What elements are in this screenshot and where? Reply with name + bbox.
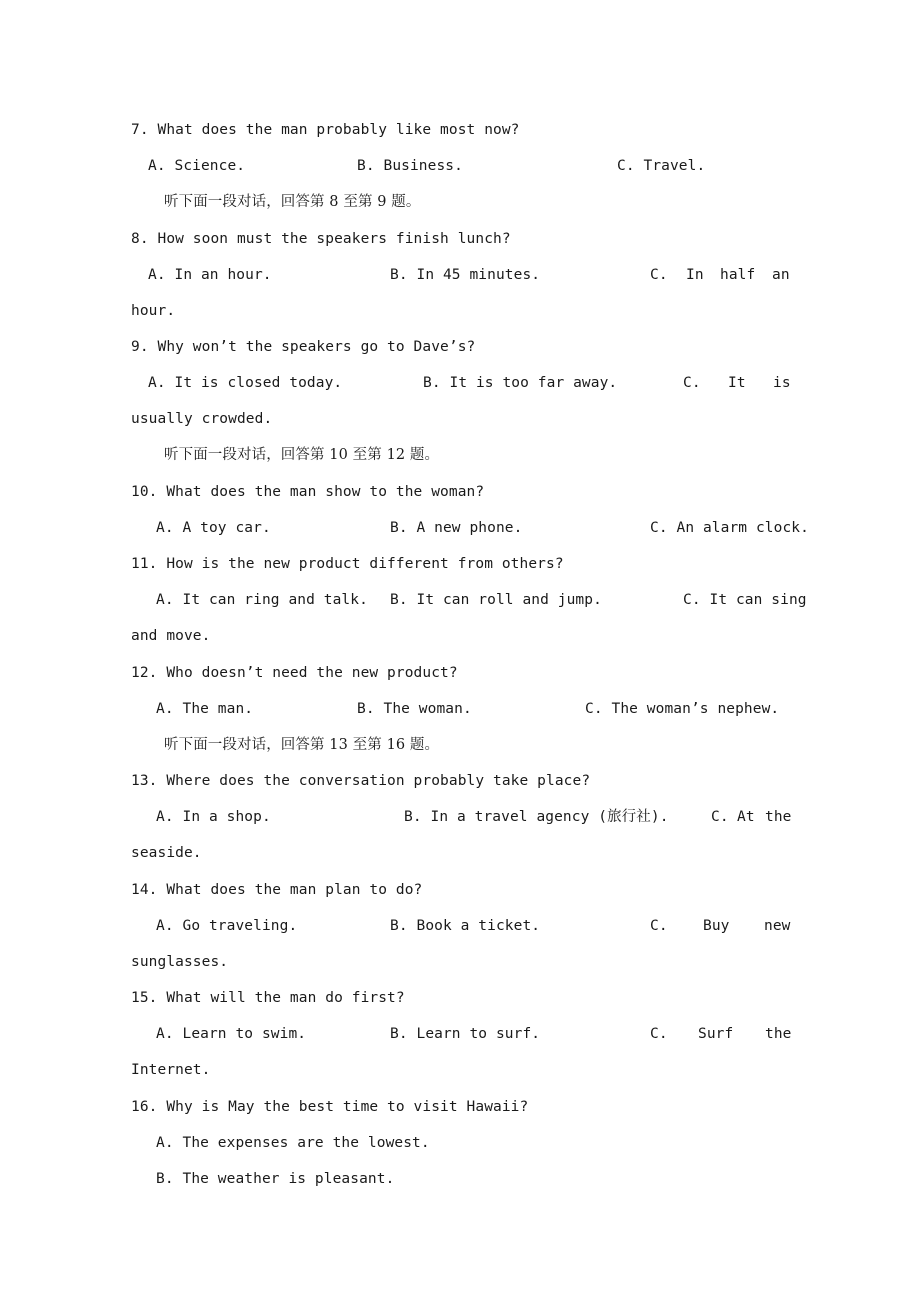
- option-c-label: C.: [650, 1026, 668, 1042]
- option-c-word: is: [773, 375, 791, 391]
- option-c-continuation: seaside.: [131, 845, 202, 861]
- option-b: B. In a travel agency (旅行社).: [404, 809, 669, 825]
- option-a: A. In a shop.: [156, 809, 271, 825]
- option-c-continuation: hour.: [131, 303, 176, 319]
- option-a: A. Go traveling.: [156, 918, 298, 934]
- option-c: C. An alarm clock.: [650, 520, 809, 536]
- question-11: 11. How is the new product different from others?: [131, 556, 564, 572]
- option-b: B. Business.: [357, 158, 463, 174]
- option-c-continuation: and move.: [131, 628, 211, 644]
- option-a: A. The expenses are the lowest.: [156, 1135, 430, 1151]
- option-c-word: In: [686, 267, 704, 283]
- option-a: A. The man.: [156, 701, 254, 717]
- option-c-word: Surf: [698, 1026, 734, 1042]
- option-c-label: C.: [650, 918, 668, 934]
- question-12: 12. Who doesn’t need the new product?: [131, 665, 458, 681]
- section-instruction: 听下面一段对话，回答第 8 至第 9 题。: [164, 194, 421, 210]
- option-a: A. It can ring and talk.: [156, 592, 368, 608]
- option-c-word: an: [772, 267, 790, 283]
- option-c-word: the: [765, 809, 792, 825]
- option-b: B. It can roll and jump.: [390, 592, 602, 608]
- option-c-word: the: [765, 1026, 792, 1042]
- option-c-label: C.: [650, 267, 668, 283]
- option-b: B. The woman.: [357, 701, 472, 717]
- option-c-continuation: Internet.: [131, 1062, 211, 1078]
- option-b: B. Book a ticket.: [390, 918, 541, 934]
- section-instruction: 听下面一段对话，回答第 10 至第 12 题。: [164, 447, 440, 463]
- option-c: C. Travel.: [617, 158, 706, 174]
- question-15-options: [0, 1024, 920, 1164]
- question-9: 9. Why won’t the speakers go to Dave’s?: [131, 339, 476, 355]
- option-a: A. A toy car.: [156, 520, 271, 536]
- question-14: 14. What does the man plan to do?: [131, 882, 423, 898]
- question-16: 16. Why is May the best time to visit Hawaii?: [131, 1099, 529, 1115]
- option-b: B. In 45 minutes.: [390, 267, 541, 283]
- option-c-label: C.: [683, 375, 701, 391]
- option-c-continuation: sunglasses.: [131, 954, 229, 970]
- option-c: C. The woman’s nephew.: [585, 701, 780, 717]
- option-c-word: Buy: [703, 918, 730, 934]
- option-c: C. It can sing: [683, 592, 807, 608]
- option-a: A. Learn to swim.: [156, 1026, 307, 1042]
- option-c-word: At: [737, 809, 755, 825]
- question-13: 13. Where does the conversation probably take place?: [131, 773, 591, 789]
- question-7: 7. What does the man probably like most now?: [131, 122, 520, 138]
- question-10: 10. What does the man show to the woman?: [131, 484, 485, 500]
- option-c-label: C.: [711, 809, 729, 825]
- question-8: 8. How soon must the speakers finish lunch?: [131, 231, 511, 247]
- option-a: A. In an hour.: [148, 267, 272, 283]
- option-b: B. Learn to surf.: [390, 1026, 541, 1042]
- option-a: A. Science.: [148, 158, 246, 174]
- section-instruction: 听下面一段对话，回答第 13 至第 16 题。: [164, 737, 440, 753]
- option-c-word: It: [728, 375, 746, 391]
- option-b: B. A new phone.: [390, 520, 523, 536]
- question-15: 15. What will the man do first?: [131, 990, 405, 1006]
- option-c-word: new: [764, 918, 791, 934]
- option-a: A. It is closed today.: [148, 375, 343, 391]
- option-b: B. The weather is pleasant.: [156, 1171, 395, 1187]
- option-b: B. It is too far away.: [423, 375, 618, 391]
- option-c-word: half: [720, 267, 756, 283]
- option-c-continuation: usually crowded.: [131, 411, 273, 427]
